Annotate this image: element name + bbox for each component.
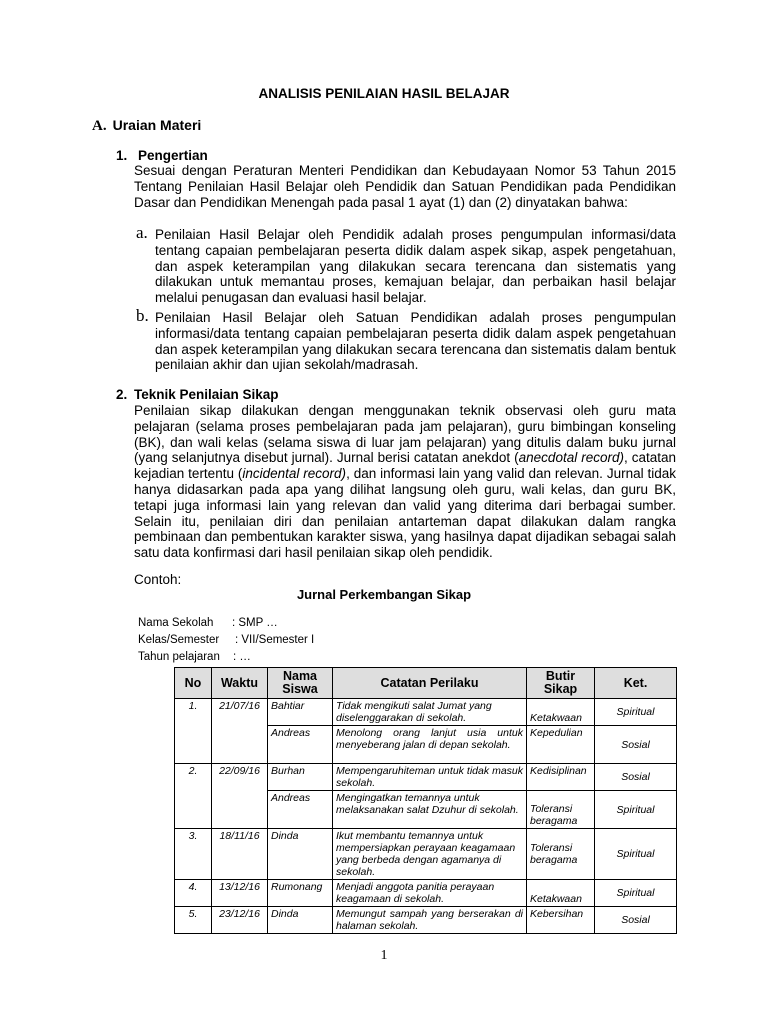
teknik-label: Teknik Penilaian Sikap	[134, 387, 279, 402]
cell-ket: Spiritual	[595, 829, 677, 880]
header-butir-sikap: Butir Sikap	[527, 668, 595, 699]
meta-value: : …	[233, 651, 251, 663]
cell-nama: Dinda	[268, 829, 333, 880]
cell-catatan: Tidak mengikuti salat Jumat yang diselenggarakan di sekolah.	[333, 699, 527, 726]
meta-nama-sekolah	[138, 617, 278, 629]
section-a-heading	[92, 117, 201, 135]
teknik-text-3: , dan informasi lain yang valid dan relevan. Jurnal tidak hanya didasarkan pada apa yang dilihat langsung oleh guru, wali kelas, dan guru BK, tetapi juga informasi lain yang relevan dan valid yang diterima dari berbagai sumber. Selain itu, penilaian diri dan penilaian antarteman dapat dilakukan dalam rangka pembinaan dan pembentukan karakter siswa, yang hasilnya dapat dijadikan sebagai salah satu data konfirmasi dari hasil penilaian sikap oleh pendidik.	[134, 466, 677, 561]
cell-ket: Sosial	[595, 907, 677, 934]
table-row	[175, 699, 677, 726]
teknik-text-2: , catatan kejadian tertentu (	[134, 450, 676, 482]
header-catatan-perilaku: Catatan Perilaku	[333, 668, 527, 699]
pengertian-item-a	[134, 223, 676, 306]
cell-catatan: Memungut sampah yang berserakan di halaman sekolah.	[333, 907, 527, 934]
meta-value: : VII/Semester I	[235, 634, 315, 646]
section-a-label: Uraian Materi	[112, 117, 202, 133]
cell-no: 4.	[175, 880, 212, 907]
cell-ket: Spiritual	[595, 791, 677, 829]
cell-waktu: 21/07/16	[212, 699, 268, 726]
cell-catatan: Menolong orang lanjut usia untuk menyeberang jalan di depan sekolah.	[333, 726, 527, 764]
meta-label: Kelas/Semester	[138, 634, 220, 646]
table-row	[175, 791, 677, 829]
item-b-letter: b.	[136, 306, 149, 325]
cell-nama: Bahtiar	[268, 699, 333, 726]
teknik-number: 2.	[116, 387, 128, 402]
meta-label: Nama Sekolah	[138, 617, 214, 629]
cell-nama: Andreas	[268, 791, 333, 829]
cell-ket: Spiritual	[595, 880, 677, 907]
cell-ket: Sosial	[595, 726, 677, 764]
cell-ket: Spiritual	[595, 699, 677, 726]
pengertian-number: 1.	[116, 148, 128, 163]
page-number: 1	[380, 948, 388, 963]
jurnal-table	[174, 667, 677, 934]
teknik-paragraph	[134, 403, 676, 561]
header-no: No	[175, 668, 212, 699]
cell-butir: Ketakwaan	[527, 880, 595, 907]
cell-butir: Kedisiplinan	[527, 764, 595, 791]
document-title: ANALISIS PENILAIAN HASIL BELAJAR	[258, 86, 510, 101]
item-b-text: Penilaian Hasil Belajar oleh Satuan Pendidikan adalah proses pengumpulan informasi/data tentang capaian pembelajaran peserta didik dalam aspek pengetahuan dan aspek keterampilan yang dilakukan secara terencana dan sistematis dalam bentuk penilaian akhir dan ujian sekolah/madrasah.	[155, 310, 676, 373]
cell-waktu: 23/12/16	[212, 907, 268, 934]
cell-no	[175, 791, 212, 829]
cell-catatan: Ikut membantu temannya untuk mempersiapkan perayaan keagamaan yang berbeda dengan agamanya di sekolah.	[333, 829, 527, 880]
cell-catatan: Menjadi anggota panitia perayaan keagamaan di sekolah.	[333, 880, 527, 907]
contoh-label: Contoh:	[134, 572, 182, 587]
item-a-text: Penilaian Hasil Belajar oleh Pendidik adalah proses pengumpulan informasi/data tentang capaian pembelajaran peserta didik dalam aspek sikap, aspek pengetahuan, dan aspek keterampilan yang dilakukan secara terencana dan sistematis yang dilakukan untuk memantau proses, kemajuan belajar, dan perbaikan hasil belajar melalui penugasan dan evaluasi hasil belajar.	[155, 227, 676, 306]
cell-catatan: Mempengaruhiteman untuk tidak masuk sekolah.	[333, 764, 527, 791]
header-ket: Ket.	[595, 668, 677, 699]
cell-no: 2.	[175, 764, 212, 791]
meta-tahun-pelajaran	[138, 651, 251, 663]
cell-no: 5.	[175, 907, 212, 934]
cell-waktu: 13/12/16	[212, 880, 268, 907]
table-row	[175, 764, 677, 791]
cell-nama: Rumonang	[268, 880, 333, 907]
cell-nama: Andreas	[268, 726, 333, 764]
teknik-italic-anecdotal: anecdotal record)	[518, 450, 624, 466]
pengertian-heading	[116, 148, 208, 163]
pengertian-item-b	[134, 306, 676, 373]
teknik-heading	[116, 387, 279, 402]
cell-butir: Kebersihan	[527, 907, 595, 934]
table-row	[175, 907, 677, 934]
table-row	[175, 880, 677, 907]
teknik-text-1: Penilaian sikap dilakukan dengan menggunakan teknik observasi oleh guru mata pelajaran (selama proses pembelajaran pada jam pelajaran), guru bimbingan konseling (BK), dan wali kelas (selama siswa di luar jam pelajaran) yang ditulis dalam buku jurnal (yang selanjutnya disebut jurnal). Jurnal berisi catatan anekdot (	[134, 403, 676, 466]
cell-waktu	[212, 791, 268, 829]
item-a-letter: a.	[136, 223, 148, 242]
table-row	[175, 829, 677, 880]
cell-ket: Sosial	[595, 764, 677, 791]
jurnal-title: Jurnal Perkembangan Sikap	[296, 587, 472, 602]
meta-value: : SMP …	[232, 617, 278, 629]
cell-no	[175, 726, 212, 764]
table-header-row	[175, 668, 677, 699]
meta-label: Tahun pelajaran	[138, 651, 220, 663]
cell-butir: Toleransi beragama	[527, 829, 595, 880]
cell-nama: Burhan	[268, 764, 333, 791]
cell-catatan: Mengingatkan temannya untuk melaksanakan salat Dzuhur di sekolah.	[333, 791, 527, 829]
header-nama-siswa: Nama Siswa	[268, 668, 333, 699]
cell-butir: Toleransi beragama	[527, 791, 595, 829]
meta-kelas-semester	[138, 634, 314, 646]
cell-waktu	[212, 726, 268, 764]
pengertian-label: Pengertian	[138, 148, 208, 163]
cell-butir: Kepedulian	[527, 726, 595, 764]
cell-no: 1.	[175, 699, 212, 726]
cell-butir: Ketakwaan	[527, 699, 595, 726]
section-a-letter: A.	[92, 118, 107, 134]
cell-waktu: 18/11/16	[212, 829, 268, 880]
header-waktu: Waktu	[212, 668, 268, 699]
cell-waktu: 22/09/16	[212, 764, 268, 791]
cell-nama: Dinda	[268, 907, 333, 934]
pengertian-intro: Sesuai dengan Peraturan Menteri Pendidikan dan Kebudayaan Nomor 53 Tahun 2015 Tentang Penilaian Hasil Belajar oleh Pendidik dan Satuan Pendidikan pada Pendidikan Dasar dan Pendidikan Menengah pada pasal 1 ayat (1) dan (2) dinyatakan bahwa:	[134, 163, 676, 210]
table-row	[175, 726, 677, 764]
cell-no: 3.	[175, 829, 212, 880]
teknik-italic-incidental: incidental record)	[242, 466, 347, 482]
